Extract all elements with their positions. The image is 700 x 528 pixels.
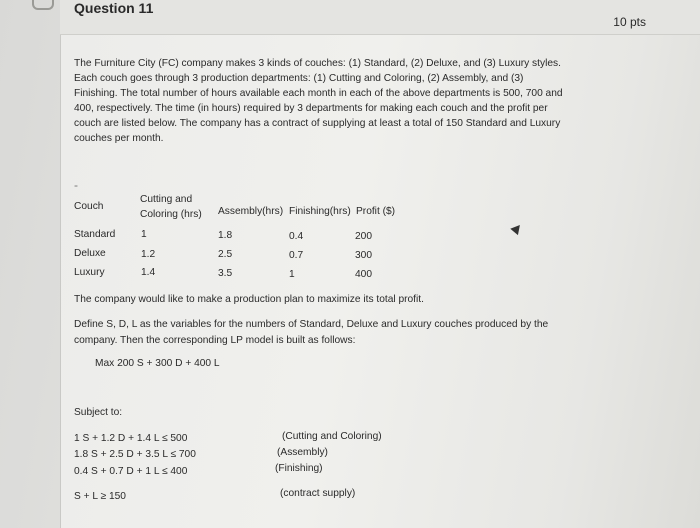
define-text: Define S, D, L as the variables for the numbers of Standard, Deluxe and Luxury couches produced by the company. Then the corresponding LP model is built as follows:	[74, 319, 549, 346]
question-prompt: The Furniture City (FC) company makes 3 kinds of couches: (1) Standard, (2) Deluxe, and (3) Luxury styles. Each couch goes through 3 production departments: (1) Cutting and Coloring, (2) Assembly, and (3) Finishing. The total number of hours available each month in each of the above departments is 500, 700 and 400, respectively. The time (in hours) required by 3 departments for making each couch and the profit per couch are listed below. The company has a contract of supplying at least a total of 150 Standard and Luxury couches per month.	[74, 58, 563, 144]
constraint-label: (Cutting and Coloring)	[282, 431, 382, 442]
constraint-expr: 0.4 S + 0.7 D + 1 L ≤ 400	[74, 466, 188, 477]
constraint-expr: 1.8 S + 2.5 D + 3.5 L ≤ 700	[74, 449, 196, 460]
constraint-label: (contract supply)	[280, 488, 356, 499]
constraint-expr: 1 S + 1.2 D + 1.4 L ≤ 500	[74, 433, 188, 444]
question-points: 10 pts	[613, 15, 646, 29]
subject-to-label: Subject to:	[74, 407, 123, 418]
table-header-cutting: Cutting and Coloring (hrs)	[140, 194, 202, 220]
table-cell-profit: 300	[355, 250, 372, 261]
constraint-label: (Assembly)	[277, 447, 328, 458]
goal-text: The company would like to make a production plan to maximize its total profit.	[74, 294, 424, 305]
table-cell-finishing: 0.4	[289, 231, 304, 242]
table-cell-assembly: 3.5	[218, 268, 233, 279]
table-cell-cutting: 1.2	[141, 249, 156, 260]
table-cell-couch: Luxury	[74, 267, 105, 278]
table-cell-assembly: 2.5	[218, 249, 233, 260]
page-corner-icon	[32, 0, 54, 10]
table-cell-profit: 400	[355, 269, 372, 280]
table-cell-profit: 200	[355, 231, 372, 242]
table-header-profit: Profit ($)	[356, 206, 396, 217]
table-header-couch: Couch	[74, 201, 104, 212]
stray-dot: -	[74, 178, 78, 192]
table-header-finishing: Finishing(hrs)	[289, 206, 351, 217]
table-cell-couch: Deluxe	[74, 248, 106, 259]
constraint-label: (Finishing)	[275, 463, 323, 474]
table-cell-cutting: 1	[141, 229, 147, 240]
table-cell-couch: Standard	[74, 229, 116, 240]
question-header	[60, 0, 700, 35]
table-header-assembly: Assembly(hrs)	[218, 206, 284, 217]
constraint-expr: S + L ≥ 150	[74, 491, 126, 502]
table-cell-finishing: 0.7	[289, 250, 304, 261]
objective-text: Max 200 S + 300 D + 400 L	[95, 358, 220, 369]
question-title: Question 11	[74, 0, 154, 16]
table-cell-assembly: 1.8	[218, 230, 233, 241]
table-cell-finishing: 1	[289, 269, 295, 280]
table-cell-cutting: 1.4	[141, 267, 156, 278]
